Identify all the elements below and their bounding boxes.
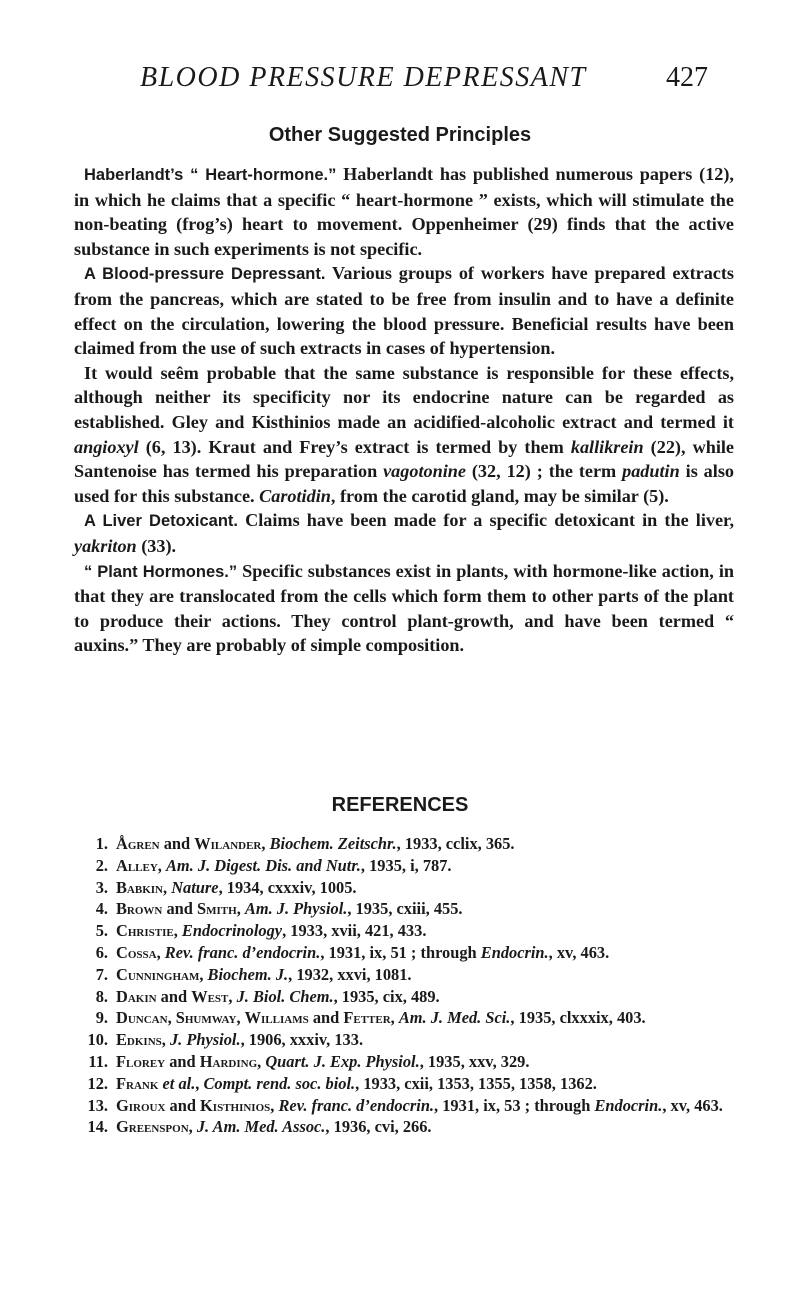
text-run: is also used for this substance.: [74, 461, 734, 506]
text-run: , 1936, cvi, 266.: [325, 1117, 432, 1137]
text-run: ,: [157, 855, 166, 875]
section-heading: Other Suggested Principles: [268, 124, 532, 146]
text-run: , 1935, clxxxix, 403.: [510, 1008, 646, 1028]
italic-term: Nature: [171, 877, 219, 897]
paragraph-lead: “ Plant Hormones.”: [84, 562, 238, 581]
reference-text: [116, 833, 734, 855]
reference-text: [116, 1073, 734, 1095]
text-run: ,: [156, 942, 165, 962]
author-name: Frank: [116, 1073, 159, 1093]
italic-term: kallikrein: [570, 436, 644, 457]
text-run: , 1933, xvii, 421, 433.: [282, 921, 427, 941]
reference-item: [74, 1007, 734, 1029]
author-name: Brown: [116, 899, 163, 919]
italic-term: Compt. rend. soc. biol.: [203, 1073, 356, 1093]
author-name: Williams: [244, 1008, 309, 1028]
author-name: Fetter: [343, 1008, 391, 1028]
text-run: ,: [167, 1008, 176, 1028]
text-run: ,: [261, 834, 270, 853]
italic-term: Am. J. Med. Sci.: [398, 1008, 511, 1028]
references-list: [74, 833, 734, 1138]
author-name: West: [191, 986, 229, 1006]
paragraph-lead: A Blood-pressure Depressant.: [84, 265, 326, 284]
author-name: Cossa: [116, 942, 157, 962]
text-run: and: [165, 1051, 200, 1071]
text-run: , 1933, cclix, 365.: [396, 834, 515, 853]
reference-text: [116, 1051, 734, 1073]
text-run: and: [159, 834, 195, 853]
reference-item: [74, 855, 734, 877]
reference-number: 6.: [95, 942, 108, 962]
paragraph: [74, 559, 734, 658]
reference-item: [74, 1073, 734, 1095]
reference-item: [74, 1116, 734, 1138]
italic-term: Am. J. Digest. Dis. and Nutr.: [166, 855, 361, 875]
reference-number: 14.: [87, 1117, 108, 1137]
author-name: Alley: [116, 855, 158, 875]
text-run: (33).: [136, 535, 177, 556]
reference-number: 4.: [95, 899, 108, 919]
text-run: ,: [257, 1051, 266, 1071]
author-name: Dakin: [116, 986, 157, 1006]
paragraph-lead: Haberlandt’s “ Heart-hormone.”: [84, 166, 337, 184]
reference-text: [116, 964, 734, 986]
author-name: Christie: [116, 921, 174, 941]
text-run: , 1935, xxv, 329.: [419, 1051, 530, 1071]
italic-term: Am. J. Physiol.: [244, 899, 348, 919]
reference-number: 8.: [95, 986, 108, 1006]
italic-term: Biochem. Zeitschr.: [269, 834, 397, 853]
author-name: Babkin: [116, 877, 163, 897]
italic-term: Endocrin.: [480, 942, 549, 962]
reference-number: 3.: [95, 877, 108, 897]
text-run: , 1931, ix, 53 ; through: [434, 1095, 595, 1115]
reference-number: 2.: [95, 855, 108, 875]
text-run: , from the carotid gland, may be similar (5).: [330, 485, 669, 506]
text-run: ,: [199, 964, 208, 984]
reference-text: [116, 898, 734, 920]
author-name: Harding: [199, 1051, 258, 1071]
italic-term: padutin: [622, 461, 680, 482]
reference-number: 11.: [88, 1051, 108, 1071]
text-run: and: [156, 986, 192, 1006]
text-run: , 1933, cxii, 1353, 1355, 1358, 1362.: [355, 1073, 597, 1093]
paragraph: [74, 508, 734, 558]
text-run: , 1935, cxiii, 455.: [347, 899, 463, 919]
reference-item: [74, 920, 734, 942]
author-name: Cunningham: [116, 964, 200, 984]
text-run: ,: [188, 1117, 197, 1137]
reference-number: 1.: [95, 834, 108, 853]
reference-item: [74, 1029, 734, 1051]
italic-term: Quart. J. Exp. Physiol.: [265, 1051, 420, 1071]
text-run: Specific substances exist in plants, with hormone-like action, in that they are translocated from the cells which form them to other parts of the plant to produce their actions. They control plant-growth, and have been termed “ auxins.” They are probably of simple composition.: [74, 560, 734, 656]
text-run: Claims have been made for a specific detoxicant in the liver,: [237, 510, 734, 531]
reference-text: [116, 986, 734, 1008]
text-run: , 1935, cix, 489.: [333, 986, 440, 1006]
text-run: and: [308, 1008, 344, 1028]
author-name: Shumway: [175, 1008, 237, 1028]
body-text: [74, 162, 734, 658]
text-run: , 1934, cxxxiv, 1005.: [218, 877, 357, 897]
reference-text: [116, 855, 734, 877]
author-name: Florey: [116, 1051, 166, 1071]
text-run: Various groups of workers have prepared extracts from the pancreas, which are stated to be free from insulin and to have a definite effect on the circulation, lowering the blood pressure. Beneficial results have been claimed from the use of such extracts in cases of hypertension.: [74, 263, 734, 359]
italic-term: Biochem. J.: [207, 964, 289, 984]
author-name: Smith: [197, 899, 237, 919]
text-run: , 1932, xxvi, 1081.: [288, 964, 412, 984]
paragraph: [74, 162, 734, 261]
author-name: Wilander: [194, 834, 262, 853]
text-run: ,: [161, 1030, 170, 1050]
italic-term: angioxyl: [74, 436, 139, 457]
italic-term: et al.: [162, 1073, 196, 1093]
paragraph-lead: A Liver Detoxicant.: [84, 512, 238, 531]
text-run: , 1935, i, 787.: [360, 855, 452, 875]
text-run: and: [165, 1095, 201, 1115]
text-run: ,: [236, 899, 245, 919]
text-run: (6, 13). Kraut and Frey’s extract is termed by them: [138, 436, 571, 457]
reference-number: 10.: [87, 1030, 108, 1050]
reference-number: 5.: [95, 921, 108, 941]
author-name: Edkins: [116, 1030, 162, 1050]
author-name: Duncan: [116, 1008, 168, 1028]
text-run: ,: [173, 921, 182, 941]
reference-text: [116, 1116, 734, 1138]
text-run: , xv, 463.: [662, 1095, 723, 1115]
reference-item: [74, 833, 734, 855]
italic-term: Rev. franc. d’endocrin.: [278, 1095, 435, 1115]
reference-item: [74, 898, 734, 920]
italic-term: Endocrinology: [181, 921, 283, 941]
reference-item: [74, 964, 734, 986]
text-run: ,: [236, 1008, 245, 1028]
text-run: , 1931, ix, 51 ; through: [320, 942, 481, 962]
author-name: Ågren: [116, 834, 160, 853]
reference-item: [74, 1095, 734, 1117]
author-name: Greenspon: [116, 1117, 189, 1137]
paragraph: [74, 261, 734, 360]
text-run: ,: [228, 986, 237, 1006]
text-run: Haberlandt has published numerous papers (12), in which he claims that a specific “ heart-hormone ” exists, which will stimulate the non-beating (frog’s) heart to movement. Oppenheimer (29) finds that the active substance in such experiments is not specific.: [74, 164, 734, 259]
italic-term: vagotonine: [383, 461, 466, 482]
text-run: (32, 12) ; the term: [465, 461, 623, 482]
text-run: ,: [270, 1095, 279, 1115]
author-name: Giroux: [116, 1095, 166, 1115]
italic-term: J. Am. Med. Assoc.: [196, 1117, 326, 1137]
running-header: [140, 62, 708, 98]
italic-term: Rev. franc. d’endocrin.: [164, 942, 321, 962]
author-name: Kisthinios: [200, 1095, 271, 1115]
text-run: (22), while Santenoise has termed his preparation: [74, 436, 734, 482]
text-run: It would seêm probable that the same substance is responsible for these effects, although neither its specificity nor its endocrine nature can be regarded as established. Gley and Kisthinios made an acidified-alcoholic extract and termed it: [74, 362, 734, 432]
reference-number: 7.: [95, 964, 108, 984]
reference-text: [116, 920, 734, 942]
reference-text: [116, 1095, 734, 1117]
italic-term: J. Biol. Chem.: [236, 986, 334, 1006]
paragraph: [74, 361, 734, 509]
reference-item: [74, 986, 734, 1008]
text-run: , xv, 463.: [548, 942, 610, 962]
reference-number: 12.: [87, 1073, 108, 1093]
text-run: ,: [195, 1073, 204, 1093]
running-title: BLOOD PRESSURE DEPRESSANT: [140, 62, 587, 93]
italic-term: J. Physiol.: [169, 1030, 241, 1050]
text-run: ,: [163, 877, 172, 897]
text-run: ,: [390, 1008, 399, 1028]
reference-item: [74, 942, 734, 964]
italic-term: yakriton: [74, 535, 137, 556]
reference-text: [116, 1007, 734, 1029]
reference-item: [74, 1051, 734, 1073]
italic-term: Endocrin.: [594, 1095, 663, 1115]
reference-number: 13.: [87, 1095, 108, 1115]
reference-item: [74, 877, 734, 899]
reference-text: [116, 942, 734, 964]
italic-term: Carotidin: [259, 485, 331, 506]
text-run: and: [162, 899, 198, 919]
text-run: , 1906, xxxiv, 133.: [240, 1030, 364, 1050]
reference-text: [116, 1029, 734, 1051]
reference-number: 9.: [95, 1008, 108, 1028]
reference-text: [116, 877, 734, 899]
references-heading: REFERENCES: [331, 794, 469, 816]
page-number: 427: [666, 62, 708, 93]
